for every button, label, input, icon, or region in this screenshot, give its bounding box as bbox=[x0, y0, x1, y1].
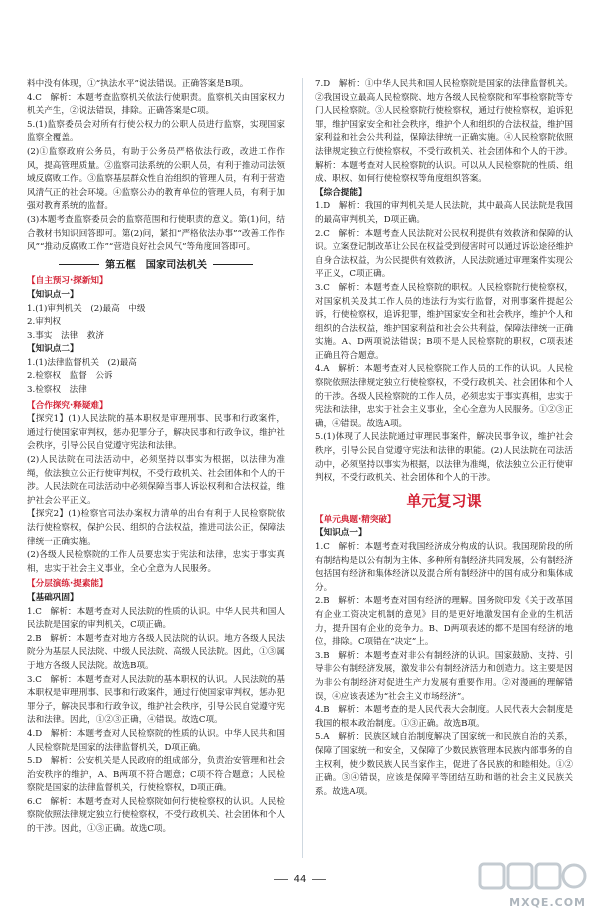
answer-paragraph: 1.D 解析：我国的审判机关是人民法院，其中最高人民法院是我国的最高审判机关，D项正确。 bbox=[315, 201, 573, 225]
section-heading: 【分层演练·提素能】 bbox=[27, 579, 108, 590]
answer-paragraph: 3.事实 法律 救济 bbox=[27, 330, 104, 341]
answer-paragraph: (2)①监察政府公务员，有助于公务员严格依法行政，改进工作作风，提高管理质量。②监察司法系统的公职人员，有利于推动司法领域反腐败工作。③监察基层群众性自治组织的管理人员，有利于营造风清气正的社会环境。④监察公办的教育单位的管理人员，有利于加强对教育系统的监督。 bbox=[27, 146, 285, 212]
answer-paragraph: 4.D 解析：本题考查对人民检察院的性质的认识。中华人民共和国人民检察院是国家的法律监督机关，D项正确。 bbox=[27, 728, 285, 753]
answer-paragraph: 4.A 解析：本题考查对人民检察院工作人员的工作的认识。人民检察院依照法律规定独立行使检察权，不受行政机关、社会团体和个人的干涉。各级人民检察院的工作人员，必须忠实于事实真相，忠实于宪法和法律，忠实于社会主义事业，全心全意为人民服务。①②③正确，④错误。故选A项。 bbox=[315, 364, 573, 429]
answer-paragraph: 7.D 解析：①中华人民共和国人民检察院是国家的法律监督机关。②我国设立最高人民检察院、地方各级人民检察院和军事检察院等专门人民检察院。③人民检察院行使检察权，通过行使检察权，追诉犯罪，维护国家安全和社会秩序，维护个人和组织的合法权益，维护国家利益和社会公共利益，保障法律统一正确实施。④人民检察院依照法律规定独立行使检察权，不受行政机关、社会团体和个人的干涉。 bbox=[315, 79, 573, 157]
answer-paragraph: (2)人民法院在司法活动中，必须坚持以事实为根据，以法律为准绳，依法独立公正行使审判权，不受行政机关、社会团体和个人的干涉。人民法院在司法活动中必须保障当事人诉讼权利和合法权益，维护社会公平正义。 bbox=[27, 455, 285, 506]
answer-paragraph: 4.B 解析：本题考查的是人民代表大会制度。人民代表大会制度是我国的根本政治制度。①③正确。故选B项。 bbox=[315, 705, 573, 729]
page-number: 44 bbox=[293, 874, 307, 885]
answer-paragraph: 【探究1】(1)人民法院的基本职权是审理刑事、民事和行政案件，通过行使国家审判权，惩办犯罪分子，解决民事和行政争议，维护社会秩序，引导公民自觉遵守宪法和法律。 bbox=[27, 414, 285, 452]
answer-paragraph: 5.(1)体现了人民法院通过审理民事案件，解决民事争议，维护社会秩序，引导公民自觉遵守宪法和法律的职能。(2)人民法院在司法活动中，必须坚持以事实为根据，以法律为准绳，依法独立公正行使审判权，不受行政机关、社会团体和个人的干涉。 bbox=[315, 432, 573, 484]
answer-paragraph: (2)各级人民检察院的工作人员要忠实于宪法和法律，忠实于事实真相，忠实于社会主义事业，全心全意为人民服务。 bbox=[27, 550, 285, 574]
answer-paragraph: 1.(1)法律监督机关 (2)最高 bbox=[27, 357, 137, 368]
block-heading: 【知识点一】 bbox=[27, 289, 79, 300]
right-column bbox=[315, 78, 573, 799]
block-heading: 【基础巩固】 bbox=[27, 592, 79, 603]
answer-paragraph: 【探究2】(1)检察官司法办案权力清单的出台有利于人民检察院依法行使检察权，保护公民、组织的合法权益，推进司法公正，保障法律统一正确实施。 bbox=[27, 509, 285, 547]
section-heading: 【合作探究·释疑难】 bbox=[27, 400, 108, 411]
answer-paragraph: 2.审判权 bbox=[27, 317, 61, 328]
answer-paragraph: 3.C 解析：本题考查人民检察院的职权。人民检察院行使检察权，对国家机关及其工作人员的违法行为实行监督，对刑事案件提起公诉，行使检察权，追诉犯罪，维护国家安全和社会秩序，维护个人和组织的合法权益，维护国家利益和社会公共利益，保障法律统一正确实施。A、D两项说法错误；B项不是人民检察院的职权，C项表述正确且符合题意。 bbox=[315, 282, 573, 361]
answer-paragraph: (3)本题考查监察委员会的监察范围和行使职责的意义。第(1)问，结合教材书知识回答即可。第(2)问，紧扣“严格依法办事”“改善工作作风”“推动反腐败工作”“营造良好社会风气”等角度回答即可。 bbox=[27, 214, 285, 253]
answer-paragraph: 5.D 解析：公安机关是人民政府的组成部分，负责治安管理和社会治安秩序的维护，A、B两项不符合题意；C项不符合题意；人民检察院是国家的法律监督机关，行使检察权，D项正确。 bbox=[27, 756, 285, 794]
answer-paragraph: 1.(1)审判机关 (2)最高 中级 bbox=[27, 303, 146, 314]
answer-paragraph: 3.B 解析：本题考查对非公有制经济的认识。国家鼓励、支持、引导非公有制经济发展，激发非公有制经济活力和创造力。这主要是因为非公有制经济对促进生产力发展有重要作用。②对漫画的理解错误，④应该表述为“社会主义市场经济”。 bbox=[315, 650, 573, 702]
answer-paragraph: 6.C 解析：本题考查对人民检察院如何行使检察权的认识。人民检察院依照法律规定独立行使检察权，不受行政机关、社会团体和个人的干涉。因此，①③正确。故选C项。 bbox=[27, 796, 285, 835]
answer-paragraph: 料中没有体现，①“执法水平”说法错误。正确答案是B项。 bbox=[27, 79, 249, 89]
block-heading: 【知识点二】 bbox=[27, 344, 79, 355]
answer-paragraph: 5.(1)监察委员会对所有行使公权力的公职人员进行监察，实现国家监察全覆盖。 bbox=[27, 119, 285, 144]
left-column bbox=[27, 78, 285, 837]
footer-dash-left bbox=[274, 879, 288, 880]
title-rule bbox=[213, 264, 253, 265]
answer-paragraph: 3.C 解析：本题考查对人民法院的基本职权的认识。人民法院的基本职权是审理刑事、民事和行政案件，通过行使国家审判权，惩办犯罪分子，解决民事和行政争议，维护社会秩序，引导公民自觉遵守宪法和法律。因此，①②③正确，④错误。故选C项。 bbox=[27, 674, 285, 726]
section-title-text: 第五框 国家司法机关 bbox=[105, 259, 207, 271]
column-divider bbox=[302, 78, 303, 858]
answer-paragraph: 1.C 解析：本题考查对我国经济成分构成的认识。我国现阶段的所有制结构是以公有制为主体、多种所有制经济共同发展，公有制经济包括国有经济和集体经济以及混合所有制经济中的国有成分和集体成分。 bbox=[315, 542, 573, 593]
answer-paragraph: 4.C 解析：本题考查监察机关依法行使职责。监察机关由国家权力机关产生，②说法错误，排除。正确答案是C项。 bbox=[27, 92, 285, 117]
answer-paragraph: 2.B 解析：本题考查对国有经济的理解。国务院印发《关于改革国有企业工资决定机制的意见》目的是更好地激发国有企业的生机活力，提升国有企业的竞争力。B、D两项表述的都不是国有经济的地位，排除。C项错在“决定”上。 bbox=[315, 596, 573, 648]
answer-paragraph: 2.C 解析：本题考查人民法院对公民权利提供有效救济和保障的认识。立案登记制改革让公民在权益受到侵害时可以通过诉讼途径维护自身合法权益，为公民提供有效救济，人民法院通过审理案件实现公平正义，C项正确。 bbox=[315, 228, 573, 280]
answer-paragraph: 2.B 解析：本题考查对地方各级人民法院的认识。地方各级人民法院分为基层人民法院、中级人民法院、高级人民法院。因此，①③属于地方各级人民法院。故选B项。 bbox=[27, 633, 285, 671]
section-heading: 【单元典题·精突破】 bbox=[315, 514, 396, 525]
footer-dash-right bbox=[312, 879, 326, 880]
answer-paragraph: 5.A 解析：民族区域自治制度解决了国家统一和民族自治的关系，保障了国家统一和安全，又保障了少数民族管理本民族内部事务的自主权利，使少数民族人民当家作主，促进了各民族的和睦相处。①②正确。③④错误，应该是保障平等团结互助和谐的社会主义民族关系。故选A项。 bbox=[315, 732, 573, 797]
watermark-site: MXQE.COM bbox=[509, 896, 586, 909]
block-heading: 【知识点一】 bbox=[315, 528, 367, 539]
section-heading: 【自主预习·探新知】 bbox=[27, 276, 108, 287]
section-title bbox=[27, 259, 285, 273]
answer-paragraph: 3.检察权 法律 bbox=[27, 385, 87, 396]
title-rule bbox=[59, 264, 99, 265]
answer-paragraph: 解析：本题考查对人民检察院的认识。可以从人民检察院的性质、组成、职权、如何行使检察权等角度组织答案。 bbox=[315, 160, 573, 185]
answer-paragraph: 2.检察权 监督 公诉 bbox=[27, 371, 113, 382]
answer-paragraph: 1.C 解析：本题考查对人民法院的性质的认识。中华人民共和国人民法院是国家的审判机关，C项正确。 bbox=[27, 606, 285, 631]
block-heading: 【综合提能】 bbox=[315, 187, 367, 198]
unit-title: 单元复习课 bbox=[406, 491, 482, 510]
